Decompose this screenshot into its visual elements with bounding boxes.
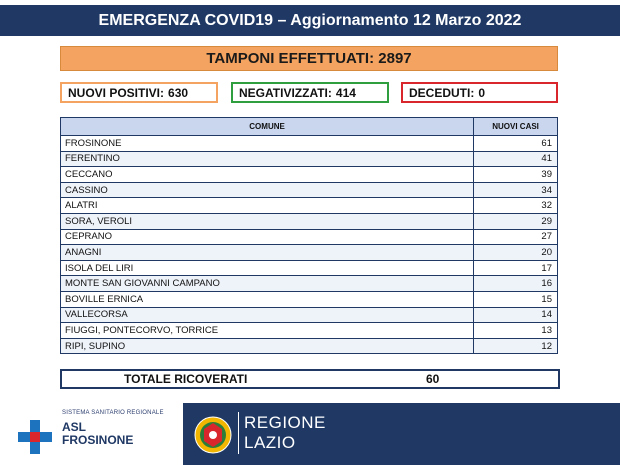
casi-cell: 16 — [474, 276, 558, 292]
negativizzati-value: 414 — [335, 85, 356, 100]
comune-cell: CASSINO — [61, 182, 474, 198]
table-row — [61, 136, 558, 152]
tamponi-label: TAMPONI EFFETTUATI: 2897 — [206, 50, 412, 67]
nuovi-positivi-label: NUOVI POSITIVI: — [68, 85, 165, 100]
column-header-nuovi-casi: NUOVI CASI — [474, 118, 558, 136]
casi-cell: 39 — [474, 167, 558, 183]
comune-cell: ISOLA DEL LIRI — [61, 260, 474, 276]
comune-cell: BOVILLE ERNICA — [61, 291, 474, 307]
regione-lazio-emblem-icon — [193, 412, 233, 458]
comune-cell: CECCANO — [61, 167, 474, 183]
table-row — [61, 198, 558, 214]
table-row — [61, 245, 558, 261]
comune-cell: ALATRI — [61, 198, 474, 214]
comune-cell: FERENTINO — [61, 151, 474, 167]
casi-cell: 61 — [474, 136, 558, 152]
casi-cell: 20 — [474, 245, 558, 261]
comune-cell: CEPRANO — [61, 229, 474, 245]
column-header-comune: COMUNE — [61, 118, 474, 136]
table-row — [61, 291, 558, 307]
casi-cell: 17 — [474, 260, 558, 276]
page-title: EMERGENZA COVID19 – Aggiornamento 12 Marzo 2022 — [98, 11, 522, 29]
comune-cell: VALLECORSA — [61, 307, 474, 323]
table-row — [61, 260, 558, 276]
casi-cell: 27 — [474, 229, 558, 245]
totale-ricoverati-box — [60, 369, 560, 389]
page-header — [0, 5, 620, 36]
asl-name-line1: ASL — [62, 420, 86, 434]
negativizzati-box — [231, 82, 389, 103]
table-row — [61, 167, 558, 183]
casi-cell: 13 — [474, 323, 558, 339]
asl-subtitle: SISTEMA SANITARIO REGIONALE — [62, 410, 164, 416]
comune-cell: MONTE SAN GIOVANNI CAMPANO — [61, 276, 474, 292]
nuovi-positivi-box — [60, 82, 218, 103]
table-row — [61, 151, 558, 167]
comune-cell: FIUGGI, PONTECORVO, TORRICE — [61, 323, 474, 339]
regione-lazio-line2: LAZIO — [244, 433, 296, 452]
nuovi-positivi-value: 630 — [168, 85, 189, 100]
casi-cell: 14 — [474, 307, 558, 323]
comune-cell: RIPI, SUPINO — [61, 338, 474, 354]
table-row — [61, 338, 558, 354]
table-row — [61, 307, 558, 323]
asl-name-line2: FROSINONE — [62, 433, 134, 447]
casi-cell: 15 — [474, 291, 558, 307]
casi-cell: 29 — [474, 213, 558, 229]
asl-cross-icon — [18, 420, 52, 454]
casi-cell: 12 — [474, 338, 558, 354]
totale-ricoverati-label: TOTALE RICOVERATI — [124, 372, 248, 386]
deceduti-label: DECEDUTI: — [409, 85, 475, 100]
deceduti-value: 0 — [478, 85, 486, 100]
comune-cell: ANAGNI — [61, 245, 474, 261]
casi-cell: 41 — [474, 151, 558, 167]
regione-lazio-divider — [238, 412, 239, 454]
table-header-row — [61, 118, 558, 136]
deceduti-box — [401, 82, 558, 103]
casi-cell: 32 — [474, 198, 558, 214]
comuni-table — [60, 117, 558, 354]
table-row — [61, 323, 558, 339]
tamponi-banner — [60, 46, 558, 71]
comune-cell: SORA, VEROLI — [61, 213, 474, 229]
regione-lazio-line1: REGIONE — [244, 413, 326, 432]
comune-cell: FROSINONE — [61, 136, 474, 152]
asl-logo-text — [62, 421, 133, 447]
regione-lazio-logo-text — [244, 413, 326, 453]
casi-cell: 34 — [474, 182, 558, 198]
table-row — [61, 182, 558, 198]
negativizzati-label: NEGATIVIZZATI: — [239, 85, 332, 100]
table-row — [61, 213, 558, 229]
totale-ricoverati-value: 60 — [426, 372, 440, 386]
table-row — [61, 229, 558, 245]
table-row — [61, 276, 558, 292]
